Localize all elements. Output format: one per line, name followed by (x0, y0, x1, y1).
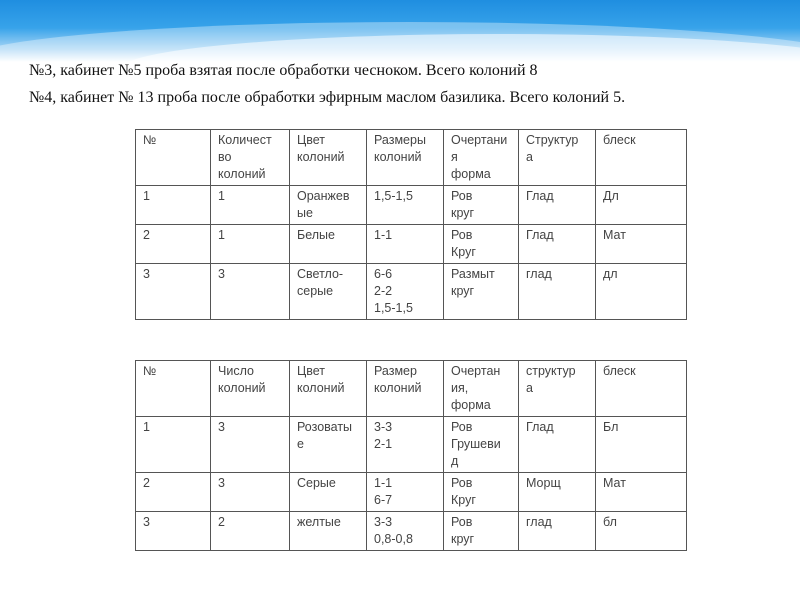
table-cell: Морщ (519, 473, 596, 512)
header-cell: блеск (596, 130, 687, 186)
table-cell: дл (596, 264, 687, 320)
table-cell: Ров Круг (444, 225, 519, 264)
table-cell: Ров Грушеви д (444, 417, 519, 473)
table-cell: 1 (136, 417, 211, 473)
table-row (136, 264, 687, 320)
sample-4-description: №4, кабинет № 13 проба после обработки эфирным маслом базилика. Всего колоний 5. (29, 89, 626, 106)
table-cell: 1 (211, 225, 290, 264)
table-header-row (136, 361, 687, 417)
table-cell: 1,5-1,5 (367, 186, 444, 225)
header-cell: № (136, 130, 211, 186)
table-cell: 2 (136, 473, 211, 512)
table-cell: Розоваты е (290, 417, 367, 473)
table-cell: Светло- серые (290, 264, 367, 320)
table-cell: Ров Круг (444, 473, 519, 512)
table-cell: Бл (596, 417, 687, 473)
table-cell: 3-3 2-1 (367, 417, 444, 473)
header-cell: № (136, 361, 211, 417)
sample-3-description: №3, кабинет №5 проба взятая после обработки чесноком. Всего колоний 8 (29, 62, 538, 79)
header-cell: структур а (519, 361, 596, 417)
table-row (136, 473, 687, 512)
table-row (136, 186, 687, 225)
table-cell: 2 (211, 512, 290, 551)
header-banner (0, 0, 800, 62)
header-cell: Очертани я форма (444, 130, 519, 186)
table-cell: 1-1 (367, 225, 444, 264)
header-cell: Очертан ия, форма (444, 361, 519, 417)
header-cell: блеск (596, 361, 687, 417)
table-cell: Мат (596, 473, 687, 512)
table-cell: 3 (211, 264, 290, 320)
table-cell: 1 (136, 186, 211, 225)
table-row (136, 512, 687, 551)
table-cell: 3 (136, 264, 211, 320)
table-cell: 3 (211, 473, 290, 512)
table-cell: Размыт круг (444, 264, 519, 320)
table-cell: желтые (290, 512, 367, 551)
header-cell: Размеры колоний (367, 130, 444, 186)
table-row (136, 417, 687, 473)
table-cell: Белые (290, 225, 367, 264)
table-cell: Глад (519, 417, 596, 473)
table-cell: Глад (519, 225, 596, 264)
table-cell: бл (596, 512, 687, 551)
header-cell: Число колоний (211, 361, 290, 417)
header-cell: Структур а (519, 130, 596, 186)
table-cell: 1-1 6-7 (367, 473, 444, 512)
header-cell: Количест во колоний (211, 130, 290, 186)
table-cell: Ров круг (444, 186, 519, 225)
table-header-row (136, 130, 687, 186)
colonies-table-sample-4 (135, 360, 687, 551)
header-cell: Цвет колоний (290, 361, 367, 417)
table-cell: глад (519, 264, 596, 320)
table-cell: 3 (136, 512, 211, 551)
colonies-table-sample-3 (135, 129, 687, 320)
table-cell: 1 (211, 186, 290, 225)
table-cell: Оранжев ые (290, 186, 367, 225)
table-cell: 3 (211, 417, 290, 473)
table-cell: Ров круг (444, 512, 519, 551)
table-cell: 3-3 0,8-0,8 (367, 512, 444, 551)
table-cell: 6-6 2-2 1,5-1,5 (367, 264, 444, 320)
table-cell: 2 (136, 225, 211, 264)
table-cell: Мат (596, 225, 687, 264)
table-cell: Глад (519, 186, 596, 225)
table-cell: глад (519, 512, 596, 551)
table-cell: Дл (596, 186, 687, 225)
table-cell: Серые (290, 473, 367, 512)
table-row (136, 225, 687, 264)
header-cell: Цвет колоний (290, 130, 367, 186)
header-cell: Размер колоний (367, 361, 444, 417)
